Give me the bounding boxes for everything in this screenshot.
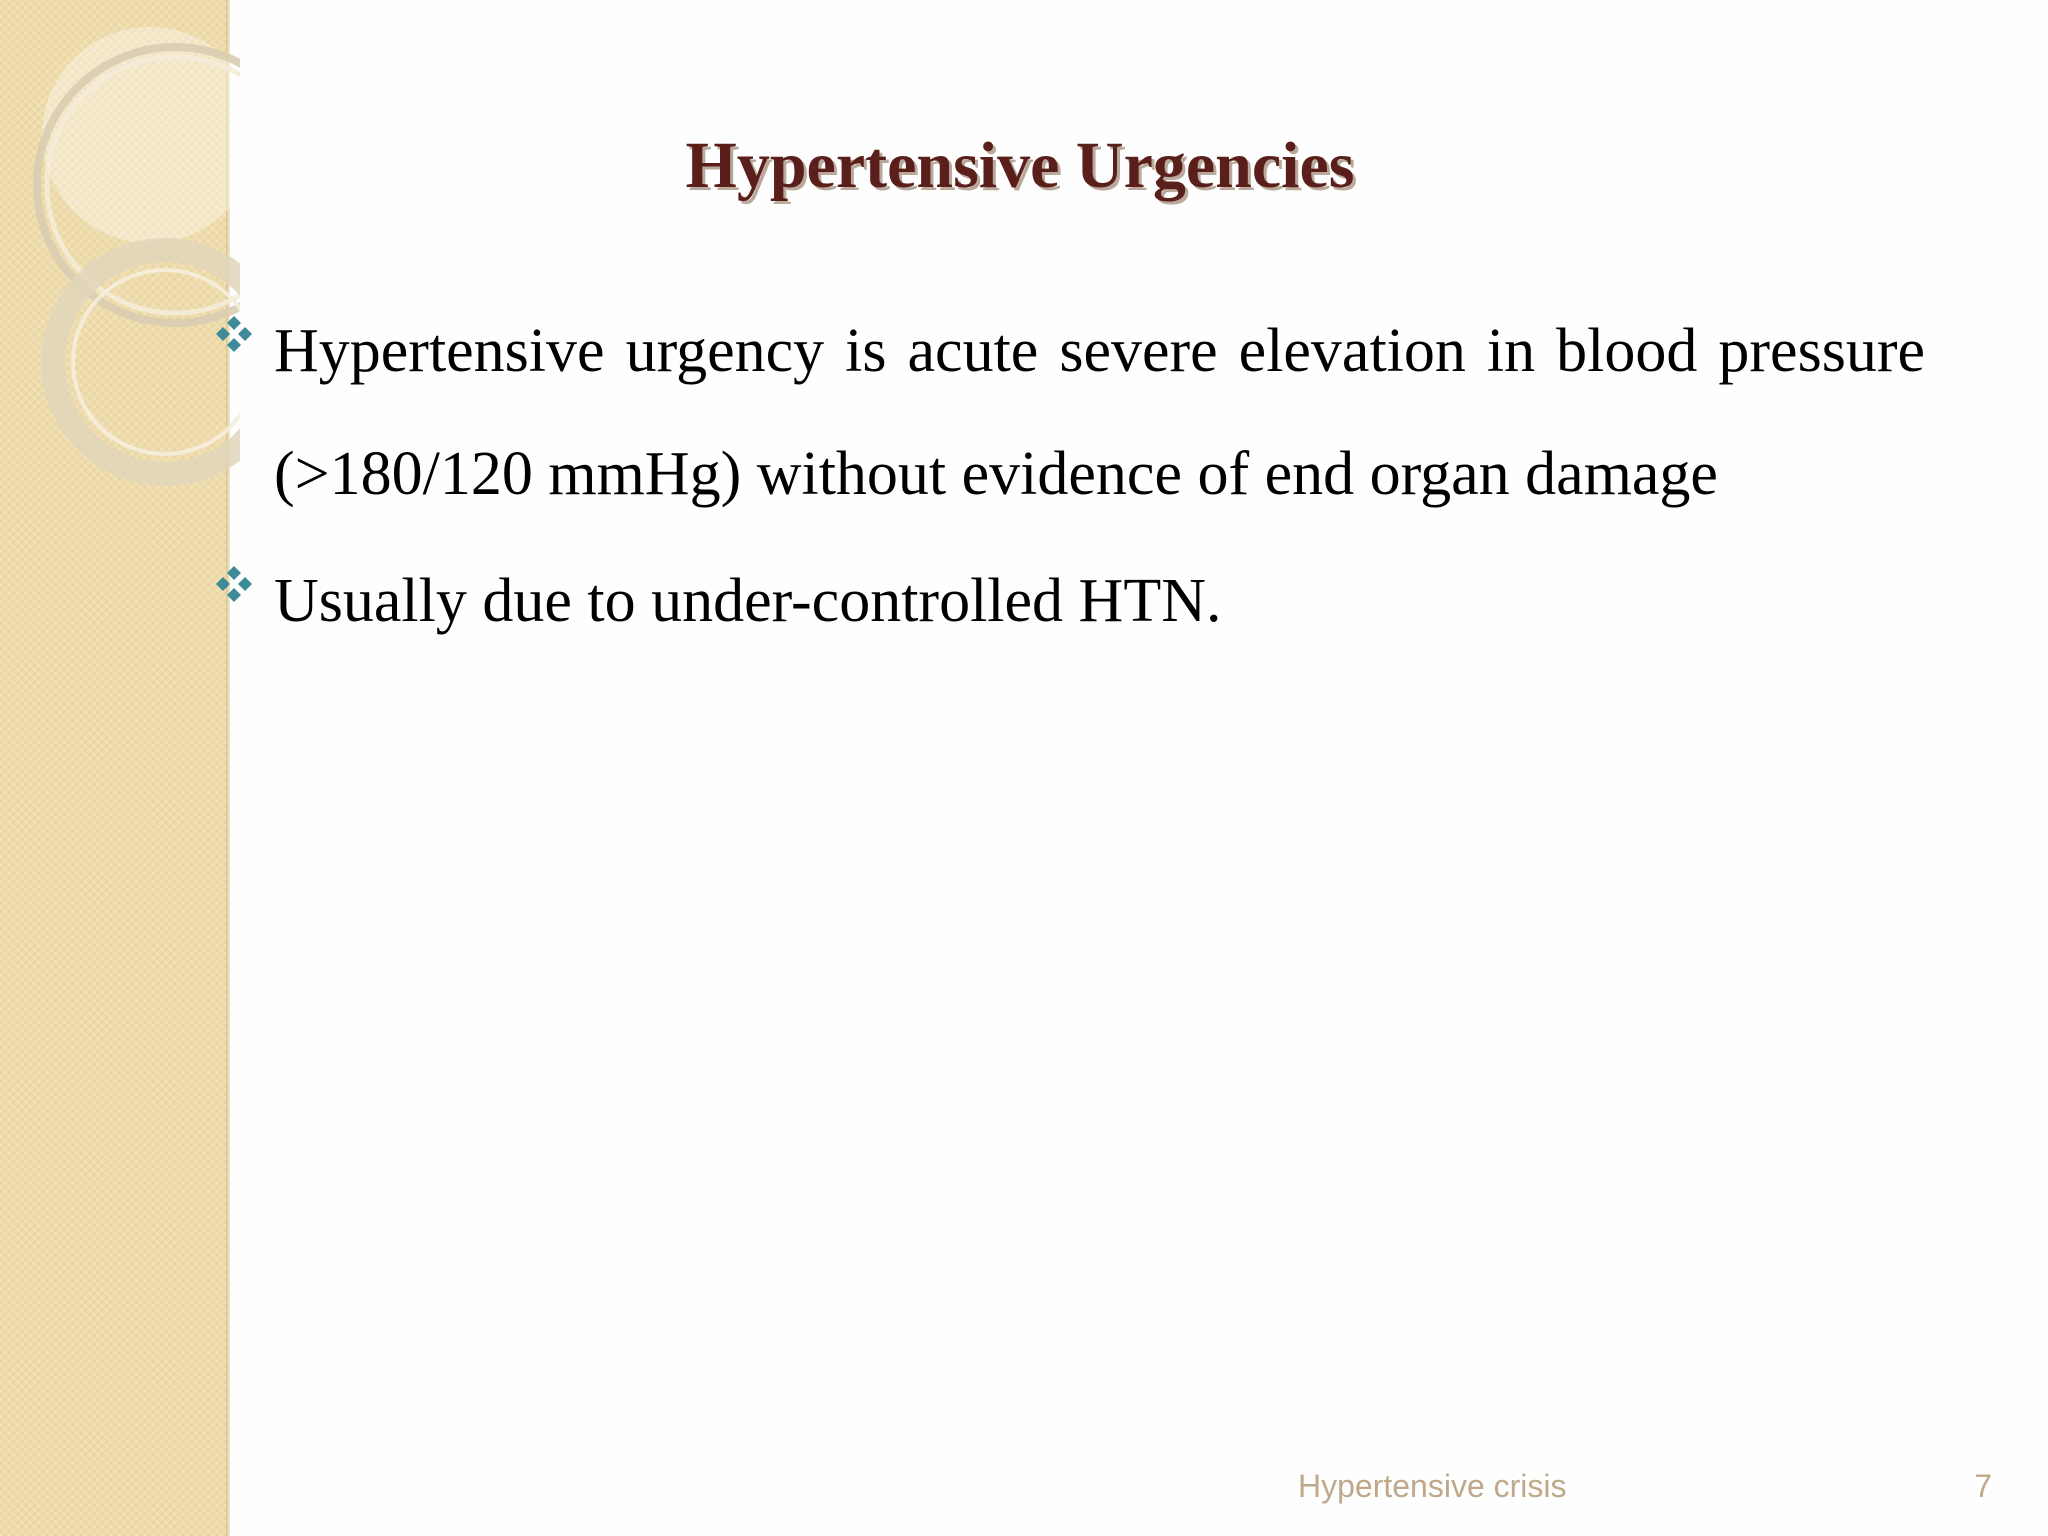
decorative-rings [0, 0, 240, 520]
bullet-text: Usually due to under-controlled HTN. [274, 567, 1222, 635]
diamond-bullet-icon [214, 314, 254, 354]
bullet-item [210, 540, 1925, 663]
bullet-item [210, 290, 1925, 536]
diamond-bullet-icon [214, 564, 254, 604]
page-number: 7 [1974, 1468, 1992, 1504]
bullet-text: Hypertensive urgency is acute severe elevation in blood pressure (>180/120 mmHg) without evidence of end organ damage [274, 317, 1925, 508]
slide-title: Hypertensive Urgencies [685, 129, 1355, 202]
slide-footer: Hypertensive crisis [1298, 1468, 1567, 1504]
bullet-list [210, 290, 1925, 663]
